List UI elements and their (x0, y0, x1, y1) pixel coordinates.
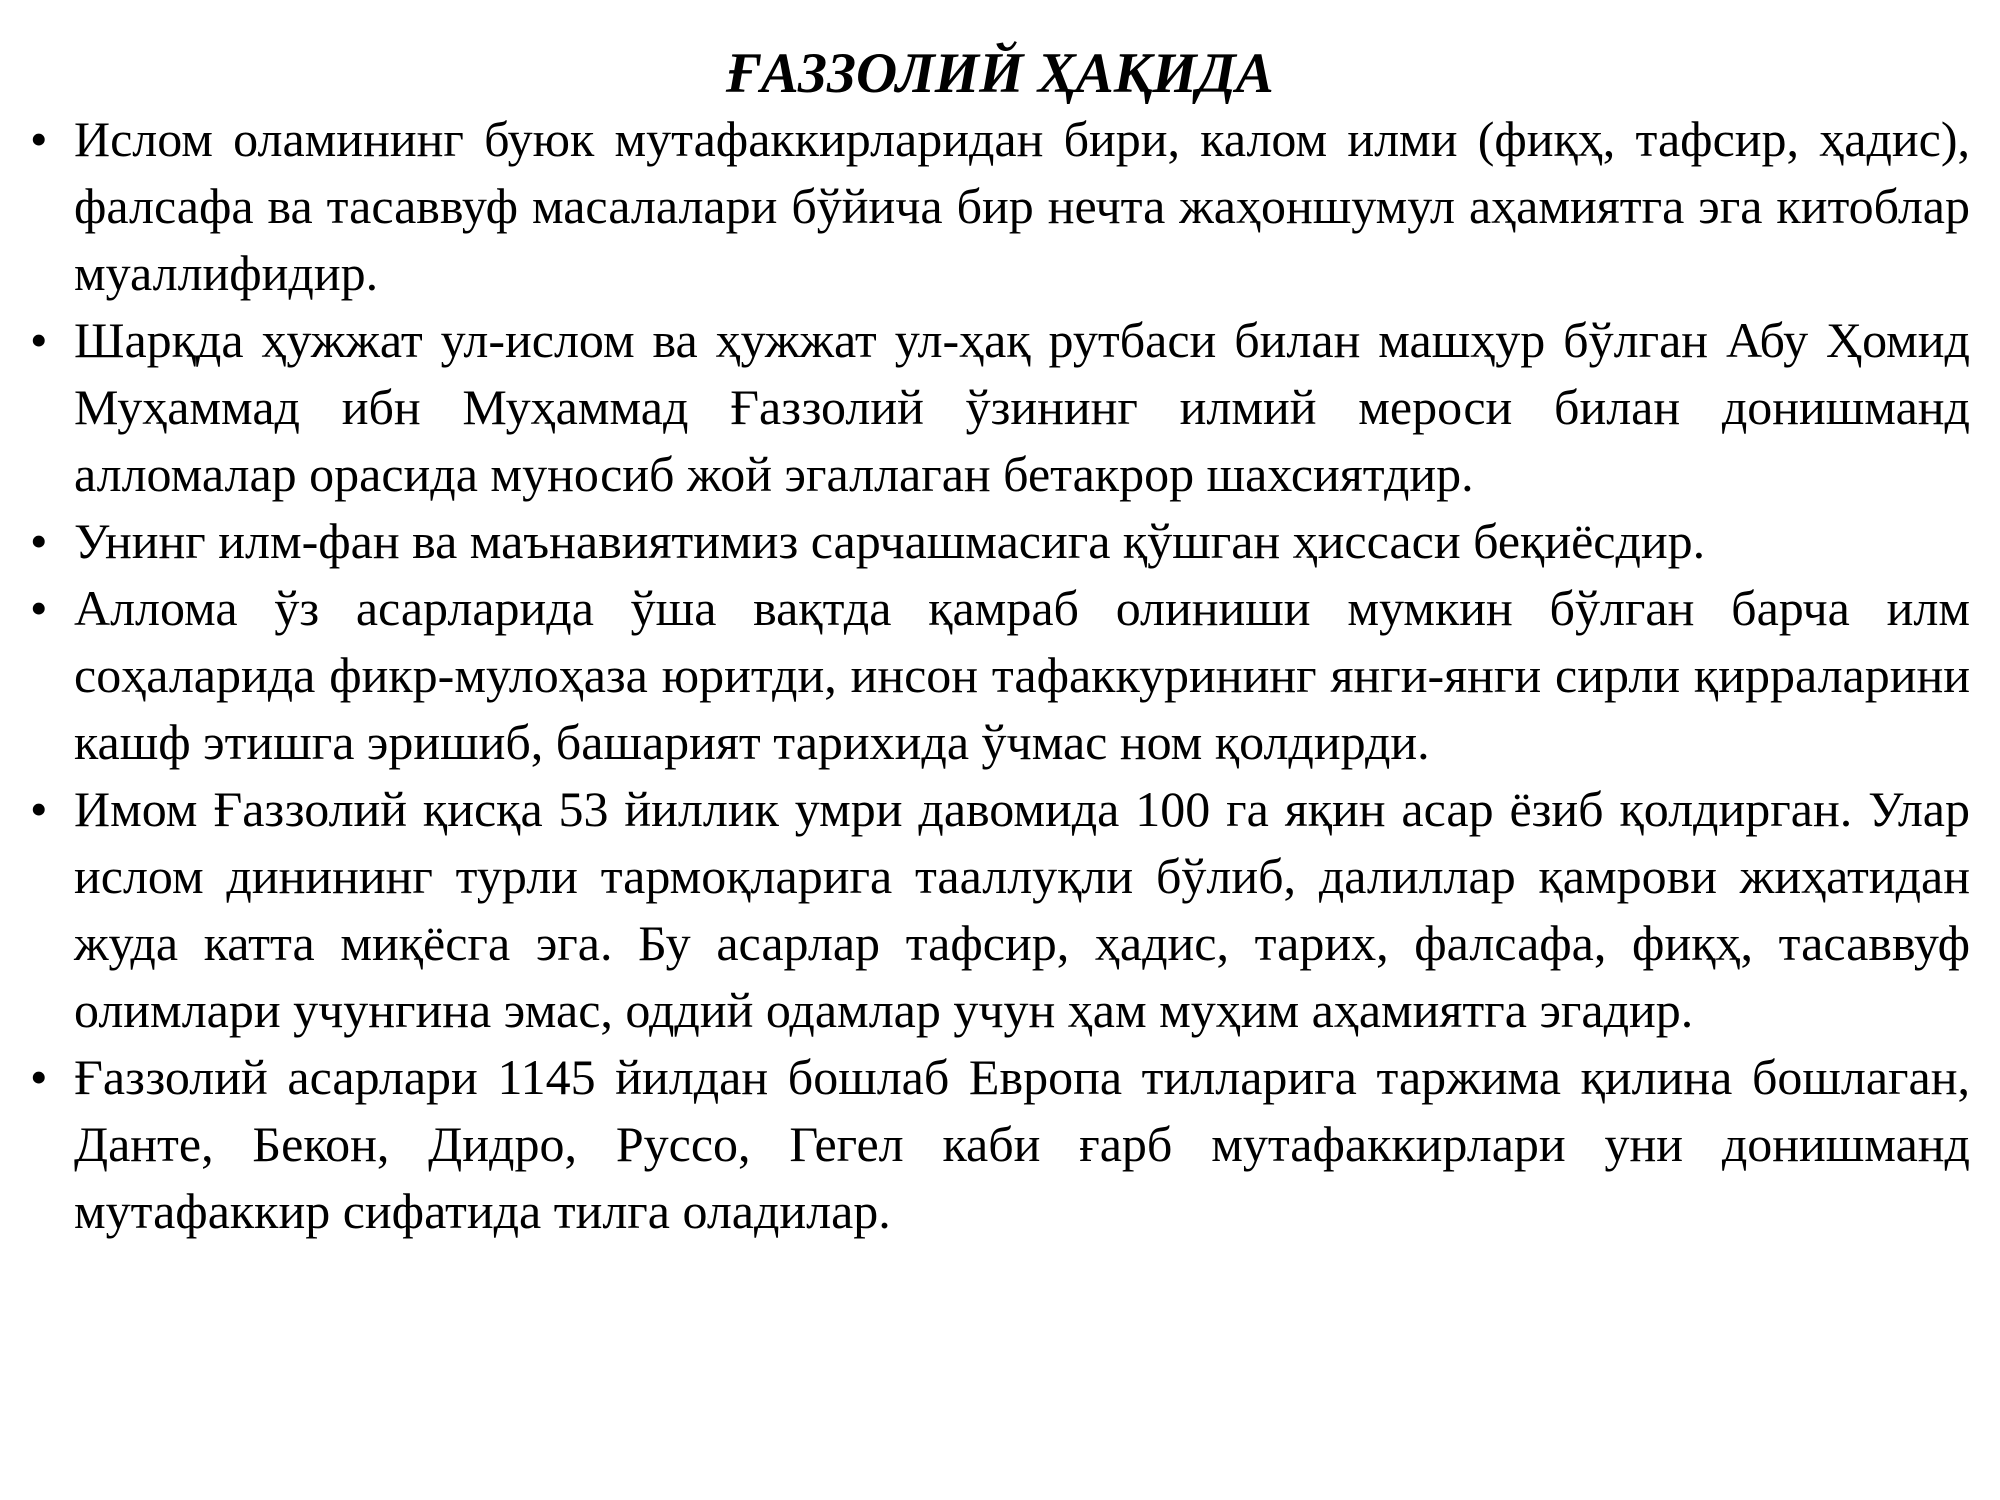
bullet-item (30, 575, 1970, 776)
bullet-item (30, 1044, 1970, 1245)
bullet-list (30, 106, 1970, 1245)
bullet-item (30, 307, 1970, 508)
bullet-dot-icon: • (30, 513, 48, 569)
bullet-text: Имом Ғаззолий қисқа 53 йиллик умри давомида 100 га яқин асар ёзиб қолдирган. Улар ислом динининг турли тармоқларига тааллуқли бўлиб, далиллар қамрови жиҳатидан жуда катта миқёсга эга. Бу асарлар тафсир, ҳадис, тарих, фалсафа, фиқҳ, тасаввуф олимлари учунгина эмас, оддий одамлар учун ҳам муҳим аҳамиятга эгадир. (74, 781, 1970, 1038)
bullet-dot-icon: • (30, 111, 48, 167)
bullet-text: Ғаззолий асарлари 1145 йилдан бошлаб Европа тилларига таржима қилина бошлаган, Данте, Бекон, Дидро, Руссо, Гегел каби ғарб мутафаккирлари уни донишманд мутафаккир сифатида тилга оладилар. (74, 1049, 1970, 1239)
bullet-text: Ислом оламининг буюк мутафаккирларидан бири, калом илми (фиқҳ, тафсир, ҳадис), фалсафа ва тасаввуф масалалари бўйича бир нечта жаҳоншумул аҳамиятга эга китоблар муаллифидир. (74, 111, 1970, 301)
bullet-item (30, 508, 1970, 575)
bullet-text: Аллома ўз асарларида ўша вақтда қамраб олиниши мумкин бўлган барча илм соҳаларида фикр-мулоҳаза юритди, инсон тафаккурининг янги-янги сирли қирраларини кашф этишга эришиб, башарият тарихида ўчмас ном қолдирди. (74, 580, 1970, 770)
bullet-item (30, 776, 1970, 1044)
bullet-text: Шарқда ҳужжат ул-ислом ва ҳужжат ул-ҳақ рутбаси билан машҳур бўлган Абу Ҳомид Муҳаммад ибн Муҳаммад Ғаззолий ўзининг илмий мероси билан донишманд алломалар орасида муносиб жой эгаллаган бетакрор шахсиятдир. (74, 312, 1970, 502)
bullet-dot-icon: • (30, 1049, 48, 1105)
bullet-dot-icon: • (30, 312, 48, 368)
bullet-dot-icon: • (30, 781, 48, 837)
bullet-dot-icon: • (30, 580, 48, 636)
bullet-text: Унинг илм-фан ва маънавиятимиз сарчашмасига қўшган ҳиссаси беқиёсдир. (74, 513, 1706, 569)
bullet-item (30, 106, 1970, 307)
slide-title: ҒАЗЗОЛИЙ ҲАҚИДА (726, 42, 1274, 105)
